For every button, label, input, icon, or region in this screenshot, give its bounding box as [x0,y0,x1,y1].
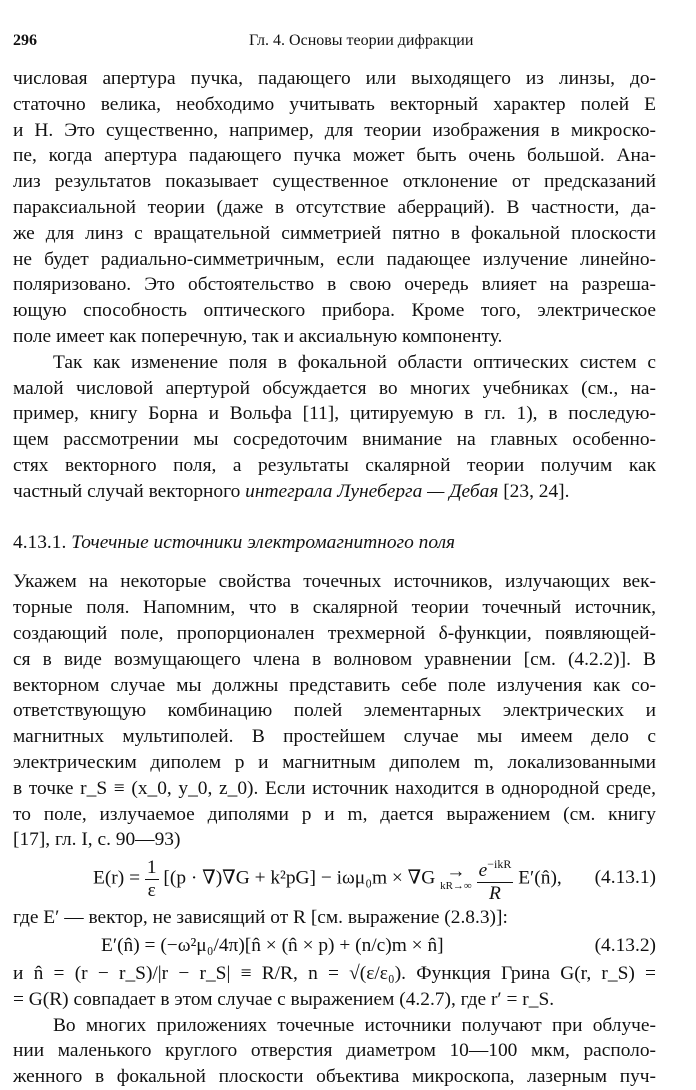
text-line: Укажем на некоторые свойства точечных источников, излучающих век- [13,571,656,593]
exponential-fraction [477,853,514,905]
page-number: 296 [13,32,37,49]
limit-subscript: kR→∞ [440,880,472,893]
fraction-numerator: 1 [146,856,157,878]
text-line [13,479,656,505]
text-line: параксиальной теории (даже в отсутствие аберраций). В частности, да- [13,196,656,218]
paragraph-3 [13,569,656,853]
section-heading [13,530,656,556]
exponential-numerator [477,853,514,883]
fraction [145,857,159,902]
equation-4-13-1 [13,853,656,905]
paragraph-4 [13,1013,656,1090]
text-line: нии маленького круглого отверстия диаметром 10—100 мкм, располо- [13,1040,656,1062]
text-line: ющую способность оптического прибора. Кроме того, электрическое [13,300,656,322]
text-line: и n̂ = (r − r_S)/|r − r_S| ≡ R/R, n = √(ε/ε₀). Функция Грина G(r, r_S) = [13,962,656,984]
text-after-eq2 [13,961,656,1013]
text-line: в точке r_S ≡ (x_0, y_0, z_0). Если источник находится в однородной среде, [13,777,656,799]
equation-body [93,853,562,905]
text-line: электрическим диполем p и магнитным диполем m, локализованными [13,751,656,773]
text-line: числовая апертура пучка, падающего или выходящего из линзы, до- [13,68,656,89]
text-run: частный случай векторного [13,480,246,502]
eq-rhs: E′(n̂), [518,867,562,889]
eq-lhs: E(r) = [93,867,140,889]
text-line: стях векторного поля, а результаты скалярной теории получим как [13,454,656,476]
exp-base: e [478,860,488,882]
equation-number: (4.13.2) [594,934,656,956]
text-line: статочно велика, необходимо учитывать векторный характер полей E [13,93,656,115]
text-line: магнитных мультиполей. В простейшем случае мы имеем дело с [13,726,656,748]
text-line: ся в виде возмущающего члена в волновом уравнении [см. (4.2.2)]. В [13,648,656,670]
text-after-eq1 [13,905,656,931]
eq-middle: [(p · ∇)∇G + k²pG] − iωμ₀m × ∇G [163,867,436,889]
fraction-denominator: ε [147,879,156,901]
running-header [13,32,668,56]
text-line: щем рассмотрении мы сосредоточим внимание на главных особенно- [13,429,656,451]
text-line: ответствующую комбинацию полей элементарных электрических и [13,700,656,722]
text-line: и H. Это существенно, например, для теории изображения в микроско- [13,119,656,141]
text-line: [17], гл. I, с. 90—93) [13,829,181,851]
section-title: Точечные источники электромагнитного поля [71,531,456,553]
text-line: не будет радиально-симметричным, если падающее излучение линейно- [13,248,656,270]
text-line: поле имеет как поперечную, так и аксиальную компоненту. [13,325,503,347]
text-line: пе, когда апертура падающего пучка может быть очень большой. Ана- [13,145,656,167]
integral-name: интеграла Лунеберга — Дебая [245,480,499,502]
text-run: [23, 24]. [498,480,570,502]
text-line: Так как изменение поля в фокальной области оптических систем с [53,351,656,373]
text-line: = G(R) совпадает в этом случае с выражением (4.2.7), где r′ = r_S. [13,988,555,1010]
text-line: торные поля. Напомним, что в скалярной теории точечный источник, [13,597,656,619]
limit-arrow: → kR→∞ [440,861,472,893]
text-line: поляризовано. Это обстоятельство в свою очередь влияет на разреша- [13,274,656,296]
text-line: лиз результатов показывает существенное отклонение от предсказаний [13,171,656,193]
section-number: 4.13.1. [13,531,67,553]
text-line: то поле, излучаемое диполями p и m, дается выражением (см. книгу [13,803,656,825]
equation-body: E′(n̂) = (−ω²μ₀/4π)[n̂ × (n̂ × p) + (n/c)m × n̂] [101,934,444,956]
text-line: женного в фокальной плоскости объектива микроскопа, лазерным пуч- [13,1066,656,1088]
text-line: где E′ — вектор, не зависящий от R [см. выражение (2.8.3)]: [13,907,508,929]
text-line: векторном случае мы должны представить себе поле излучения как со- [13,674,656,696]
page-body [13,66,656,1090]
equation-number: (4.13.1) [594,867,656,889]
text-line: Во многих приложениях точечные источники получают при облуче- [53,1014,656,1036]
paragraph-2 [13,350,656,505]
running-title: Гл. 4. Основы теории дифракции [249,32,474,49]
paragraph-1 [13,66,656,350]
text-line: малой числовой апертурой обсуждается во многих учебниках (см., на- [13,377,656,399]
text-line: же для линз с вращательной симметрией пятно в фокальной плоскости [13,222,656,244]
text-line: пример, книгу Борна и Вольфа [11], цитируемую в гл. 1), в последую- [13,403,656,425]
exp-power: −ikR [487,857,512,872]
exponential-denominator: R [489,883,501,905]
equation-4-13-2 [13,931,656,961]
text-line: создающий поле, пропорционален трехмерной δ-функции, появляющей- [13,622,656,644]
